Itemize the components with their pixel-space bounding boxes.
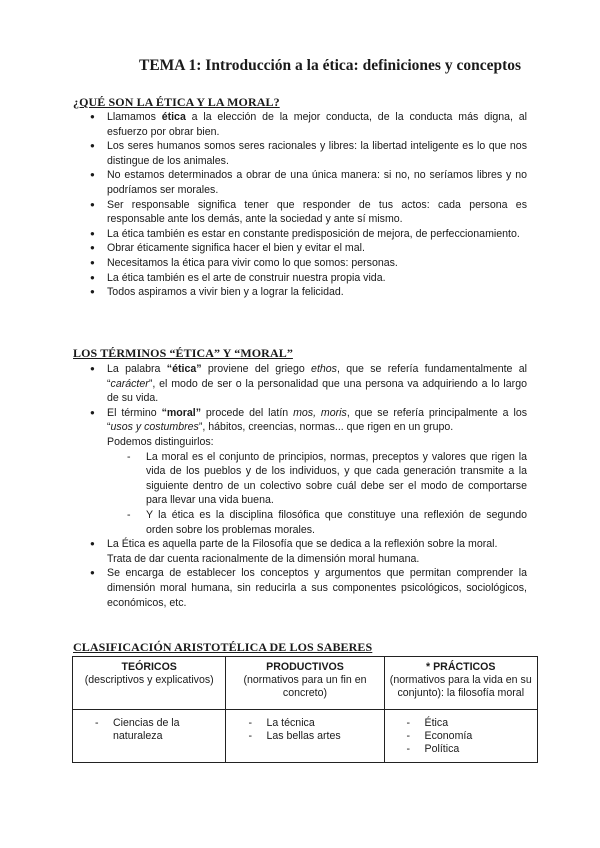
list-item: ● Llamamos ética a la elección de la mejor conducta, de la conducta más digna, al esfuerzo por obrar bien. bbox=[90, 110, 527, 139]
list-item: ● Los seres humanos somos seres racionales y libres: la libertad inteligente es lo que nos distingue de los animales. bbox=[90, 139, 527, 168]
list-item: - Ética bbox=[390, 717, 532, 730]
continuation-text: Trata de dar cuenta racionalmente de la dimensión moral humana. bbox=[107, 552, 420, 565]
table-cell bbox=[226, 710, 384, 763]
list-item: ● La palabra “ética” proviene del griego ethos, que se refería fundamentalmente al “carácter”, el modo de ser o la personalidad que una persona va adquiriendo a lo largo de su vida. bbox=[90, 362, 527, 406]
list-item: - Las bellas artes bbox=[231, 730, 378, 743]
list-item: - Política bbox=[390, 743, 532, 756]
list-item: - La técnica bbox=[231, 717, 378, 730]
list-item: ● Se encarga de establecer los conceptos y argumentos que permitan comprender la dimensión moral humana, sin reducirla a sus componentes psicológicos, sociológicos, económicos, etc. bbox=[90, 566, 527, 610]
list-item: ● Necesitamos la ética para vivir como lo que somos: personas. bbox=[90, 256, 527, 271]
list-item: ● La ética también es estar en constante predisposición de mejora, de perfeccionamiento. bbox=[90, 227, 527, 242]
saberes-table bbox=[72, 656, 538, 763]
column-header-practicos: * PRÁCTICOS (normativos para la vida en su conjunto): la filosofía moral bbox=[384, 657, 537, 710]
list-item: ● La Ética es aquella parte de la Filosofía que se dedica a la reflexión sobre la moral. bbox=[90, 537, 527, 552]
list-item: - La moral es el conjunto de principios, normas, preceptos y valores que rigen la vida de los pueblos y de los individuos, y que cada generación transmite a la siguiente dentro de un colectivo sobre cuál debe ser el modo de comportarse para llevar una vida buena. bbox=[127, 450, 527, 508]
section-heading-terminos: LOS TÉRMINOS “ÉTICA” Y “MORAL” bbox=[73, 346, 293, 360]
list-item: ● La ética también es el arte de construir nuestra propia vida. bbox=[90, 271, 527, 286]
list-item: ● Ser responsable significa tener que responder de tus actos: cada persona es responsable ante los demás, ante la sociedad y ante sí mismo. bbox=[90, 198, 527, 227]
table-cell bbox=[384, 710, 537, 763]
section1-list bbox=[90, 110, 527, 300]
list-item: ● No estamos determinados a obrar de una única manera: si no, no seríamos libres y no podríamos ser morales. bbox=[90, 168, 527, 197]
list-item: ● Todos aspiramos a vivir bien y a lograr la felicidad. bbox=[90, 285, 527, 300]
section2-list bbox=[90, 362, 527, 610]
section-heading-que-son: ¿QUÉ SON LA ÉTICA Y LA MORAL? bbox=[73, 95, 280, 109]
list-item: - Economía bbox=[390, 730, 532, 743]
distinguir-text: Podemos distinguirlos: bbox=[107, 435, 214, 448]
list-item: - Ciencias de la naturaleza bbox=[78, 717, 220, 743]
column-header-productivos: PRODUCTIVOS (normativos para un fin en concreto) bbox=[226, 657, 384, 710]
list-item: ● Obrar éticamente significa hacer el bien y evitar el mal. bbox=[90, 241, 527, 256]
page-title: TEMA 1: Introducción a la ética: definiciones y conceptos bbox=[138, 57, 522, 74]
table-row bbox=[73, 710, 538, 763]
table-header-row bbox=[73, 657, 538, 710]
section-heading-clasificacion: CLASIFICACIÓN ARISTOTÉLICA DE LOS SABERES bbox=[73, 640, 373, 654]
list-item: ● El término “moral” procede del latín mos, moris, que se refería principalmente a los “usos y costumbres”, hábitos, creencias, normas... que rigen en un grupo. bbox=[90, 406, 527, 435]
column-header-teoricos: TEÓRICOS (descriptivos y explicativos) bbox=[73, 657, 226, 710]
table-cell bbox=[73, 710, 226, 763]
list-item: - Y la ética es la disciplina filosófica que constituye una reflexión de segundo orden sobre los problemas morales. bbox=[127, 508, 527, 537]
dash-list bbox=[90, 450, 527, 538]
